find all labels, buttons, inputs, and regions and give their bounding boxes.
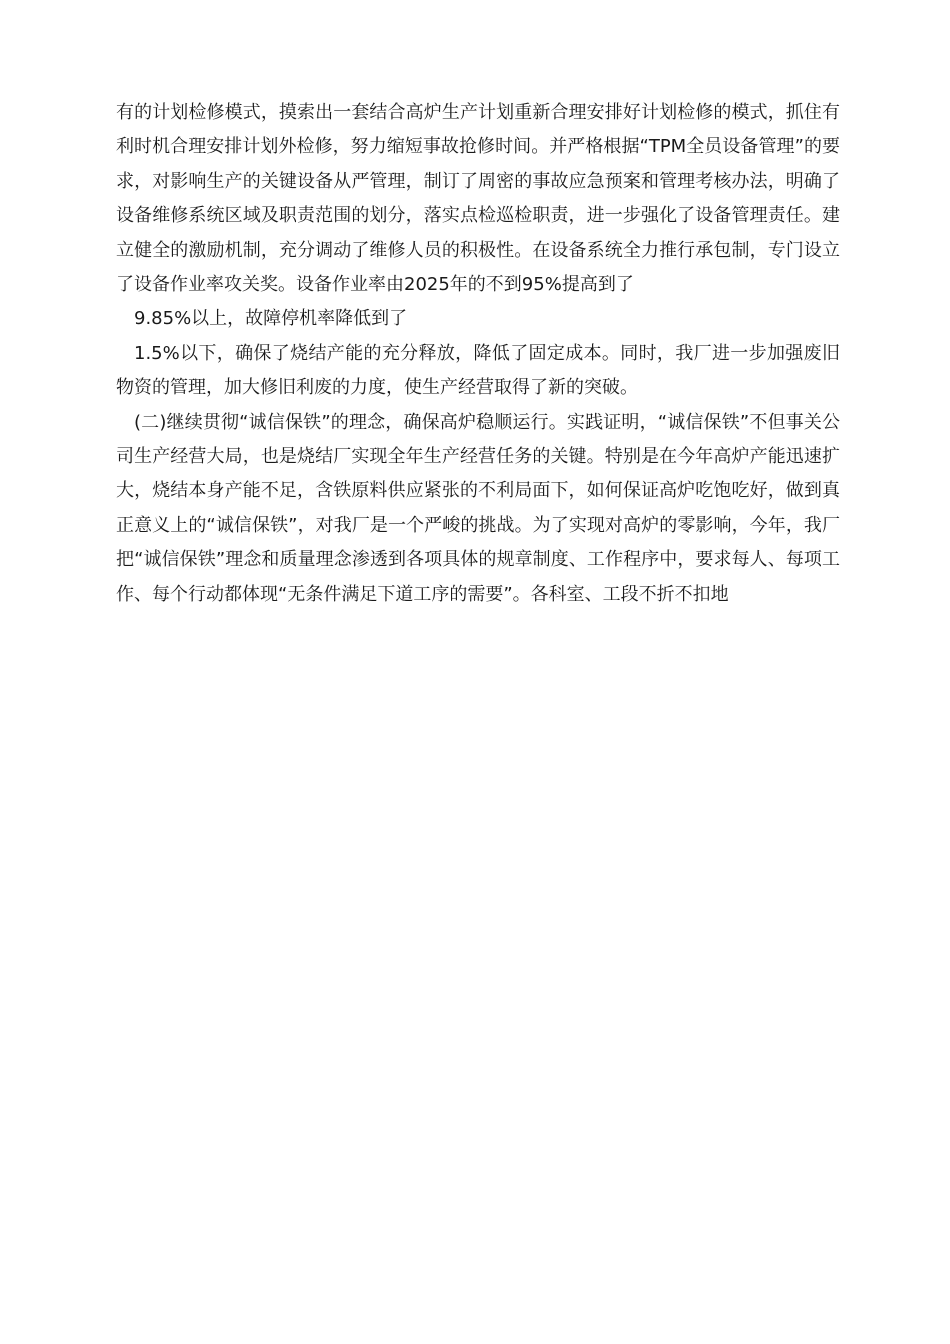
body-text: [116, 96, 840, 612]
paragraph-4: (二)继续贯彻“诚信保铁”的理念，确保高炉稳顺运行。实践证明，“诚信保铁”不但事关公司生产经营大局，也是烧结厂实现全年生产经营任务的关键。特别是在今年高炉产能迅速扩大，烧结本身产能不足，含铁原料供应紧张的不利局面下，如何保证高炉吃饱吃好，做到真正意义上的“诚信保铁”，对我厂是一个严峻的挑战。为了实现对高炉的零影响，今年，我厂把“诚信保铁”理念和质量理念渗透到各项具体的规章制度、工作程序中，要求每人、每项工作、每个行动都体现“无条件满足下道工序的需要”。各科室、工段不折不扣地: [116, 411, 840, 605]
paragraph-3: 1.5%以下，确保了烧结产能的充分释放，降低了固定成本。同时，我厂进一步加强废旧物资的管理，加大修旧利废的力度，使生产经营取得了新的突破。: [116, 342, 840, 399]
paragraph-1: 有的计划检修模式，摸索出一套结合高炉生产计划重新合理安排好计划检修的模式，抓住有利时机合理安排计划外检修，努力缩短事故抢修时间。并严格根据“TPM全员设备管理”的要求，对影响生产的关键设备从严管理，制订了周密的事故应急预案和管理考核办法，明确了设备维修系统区域及职责范围的划分，落实点检巡检职责，进一步强化了设备管理责任。建立健全的激励机制，充分调动了维修人员的积极性。在设备系统全力推行承包制，专门设立了设备作业率攻关奖。设备作业率由2025年的不到95%提高到了: [116, 102, 840, 296]
paragraph-2: 9.85%以上，故障停机率降低到了: [134, 308, 408, 330]
